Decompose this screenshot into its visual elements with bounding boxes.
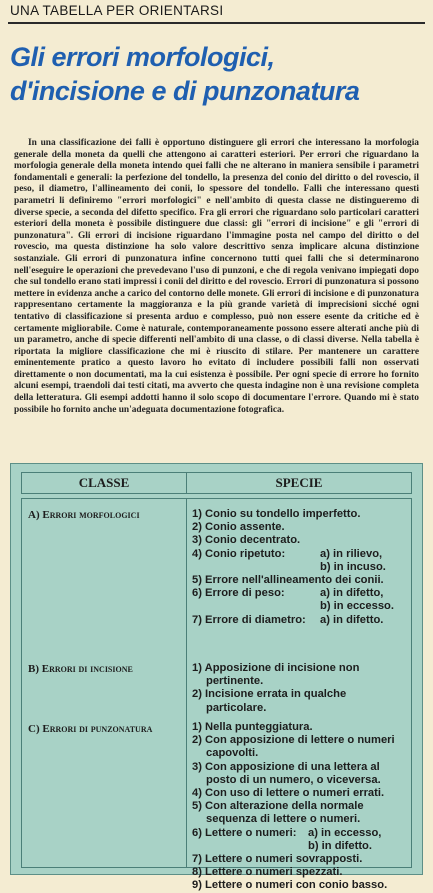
table-header <box>21 472 412 494</box>
list-item <box>192 548 408 561</box>
table-body <box>21 498 412 892</box>
list-item: 5) Errore nell'allineamento dei conii. <box>192 574 384 587</box>
list-item-sub: b) in incuso. <box>320 560 386 573</box>
list-item <box>192 587 408 600</box>
list-item: 2) Incisione errata in qualche particolare. <box>192 688 347 714</box>
list-item: 1) Apposizione di incisione non pertinente. <box>192 662 360 688</box>
list-item-sub: a) in eccesso, <box>308 826 382 839</box>
list-item: 3) Conio decentrato. <box>192 534 301 547</box>
list-item: 7) Lettere o numeri sovrapposti. <box>192 853 363 866</box>
list-item <box>192 840 408 853</box>
kicker-rule <box>8 22 425 24</box>
list-item-sub: a) in rilievo, <box>320 547 383 560</box>
list-item-main: 4) Conio ripetuto: <box>192 547 286 560</box>
class-label-c: C) Errori di punzonatura <box>28 723 153 735</box>
list-item: 2) Con apposizione di lettere o numeri capovolti. <box>192 734 395 760</box>
list-item: 2) Conio assente. <box>192 521 285 534</box>
species-list-c <box>192 721 408 893</box>
article-body: In una classificazione dei falli è opportuno distinguere gli errori che interessano la morfologia generale della moneta da quelli che attengono ai caratteri esteriori. Per errori che riguardano la morfologia generale della moneta intendo quei falli che ne alterano in maniera sensibile i parametri fondamentali e generali: la perfezione del tondello, la presenza del conio del diritto o del rovescio, il peso, il diametro, l'allineamento dei conii, lo spessore del tondello. Falli che interessano questi parametri li definiremo "errori morfologici" e nell'ambito di questa classe ne distingueremo di diverse specie, a seconda del difetto specifico. Fra gli errori che riguardano solo particolari caratteri esteriori della moneta è possibile distinguere due classi: gli "errori di incisione" e gli "errori di punzonatura". Gli errori di incisione riguardano l'immagine posta nel campo del diritto o del rovescio, ma questa distinzione ha solo valore descrittivo senza implicare alcuna distinzione sostanziale. Gli errori di punzonatura infine concernono tutti quei falli che si determinarono nell'eseguire le operazioni che prevedevano l'uso di punzoni, e che di regola venivano impiegati dopo che sul tondello erano stati impressi i conii del diritto e del rovescio. Errori di punzonatura si possono mettere in evidenza anche a carico del contorno delle monete. Gli errori di incisione e di punzonatura rappresentano certamente la maggioranza e la più grande varietà di imprecisioni sicché ogni tentativo di classificazione si presenta arduo e complesso, può non essere esente da critiche ed è certamente migliorabile. Come è naturale, contemporaneamente possono essere alterati anche più di un parametro, anche di specie differenti nell'ambito di una classe, o di classi diverse. Nella tabella è riportata la migliore classificazione che mi è riuscito di stilare. Per mantenere un carattere eminentemente pratico a questo lavoro ho evitato di includere possibili falli non osservati direttamente o non documentati, ma la cui esistenza è possibile. Per ogni specie di errore ho fornito alcuni esempi, traendoli dai testi citati, ma avverto che questa indagine non è una revisione completa della letteratura. Gli esempi addotti hanno il solo scopo di documentare l'errore. Quando mi è stato possibile ho fornito anche un'adeguata documentazione fotografica. <box>14 138 419 415</box>
list-item: 5) Con alterazione della normale sequenza di lettere o numeri. <box>192 800 364 826</box>
list-item: 4) Con uso di lettere o numeri errati. <box>192 787 385 800</box>
list-item-main: 6) Lettere o numeri: <box>192 826 297 839</box>
class-label-b: B) Errori di incisione <box>28 663 133 675</box>
list-item: 8) Lettere o numeri spezzati. <box>192 866 343 879</box>
list-item-main: 7) Errore di diametro: <box>192 613 306 626</box>
list-item-sub: a) in difetto. <box>320 613 384 626</box>
list-item <box>192 600 408 613</box>
list-item <box>192 561 408 574</box>
species-list-b <box>192 662 408 715</box>
headline-line-2: d'incisione e di punzonatura <box>10 76 360 106</box>
body-divider <box>186 499 187 867</box>
class-label-a: A) Errori morfologici <box>28 509 140 521</box>
headline-line-1: Gli errori morfologici, <box>10 42 275 72</box>
list-item: 3) Con apposizione di una lettera al posto di un numero, o viceversa. <box>192 760 381 786</box>
header-species: SPECIE <box>275 475 323 490</box>
list-item-sub: b) in difetto. <box>308 839 373 852</box>
list-item: 1) Conio su tondello imperfetto. <box>192 508 361 520</box>
classification-table <box>10 463 423 892</box>
list-item: 1) Nella punteggiatura. <box>192 721 313 733</box>
list-item-main: 6) Errore di peso: <box>192 587 285 600</box>
list-item <box>192 827 408 840</box>
list-item-sub: a) in difetto, <box>320 587 384 600</box>
list-item-sub: b) in eccesso. <box>320 600 394 613</box>
species-list-a <box>192 508 408 627</box>
list-item: 9) Lettere o numeri con conio basso. <box>192 879 388 892</box>
header-class: CLASSE <box>78 475 130 490</box>
article-headline <box>10 40 425 108</box>
list-item <box>192 614 408 627</box>
section-kicker: UNA TABELLA PER ORIENTARSI <box>10 3 224 18</box>
